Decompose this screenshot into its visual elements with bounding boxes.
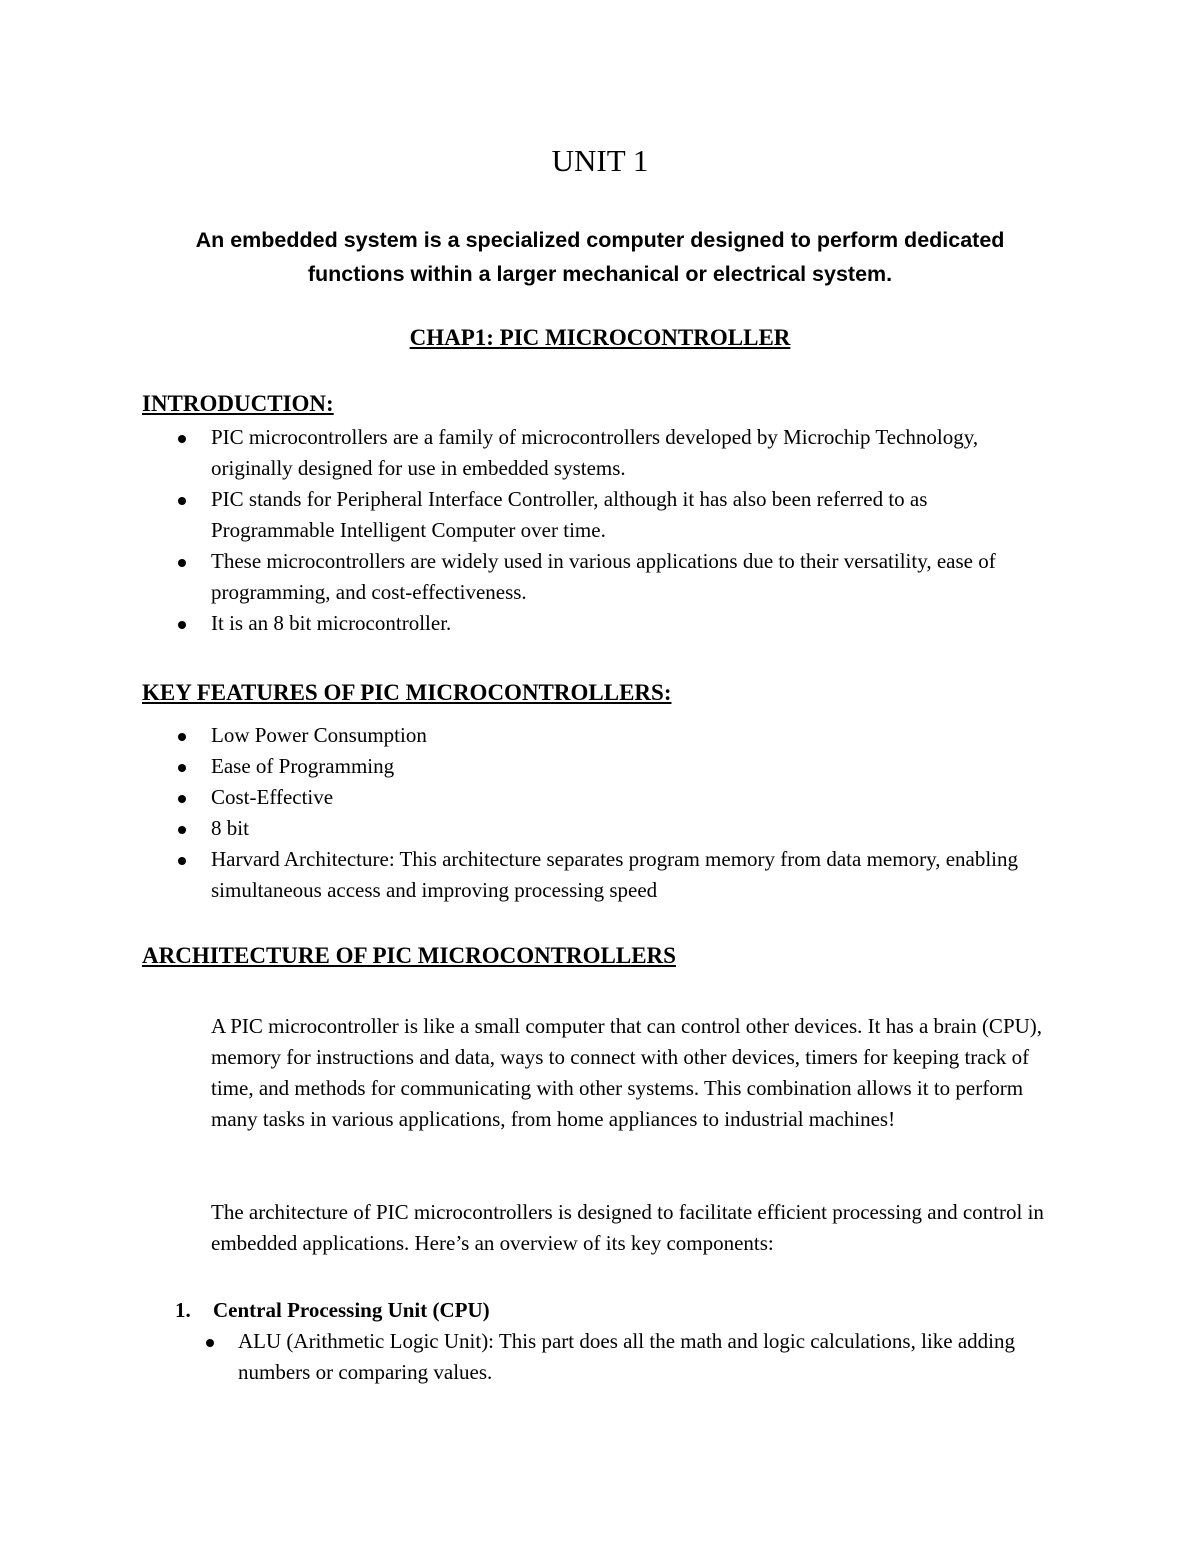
list-item — [0, 813, 1041, 844]
key-features-list — [0, 720, 1200, 906]
list-item — [0, 608, 1041, 639]
list-item-text: ALU (Arithmetic Logic Unit): This part does all the math and logic calculations, like adding numbers or comparing values. — [238, 1329, 1015, 1384]
bullet-icon — [178, 559, 186, 567]
architecture-paragraph-1: A PIC microcontroller is like a small computer that can control other devices. It has a brain (CPU), memory for instructions and data, ways to connect with other devices, timers for keeping track of time, and methods for communicating with other systems. This combination allows it to perform many tasks in various applications, from home appliances to industrial machines! — [211, 1014, 1043, 1131]
introduction-list — [0, 422, 1200, 639]
component-title-text: Central Processing Unit (CPU) — [213, 1298, 490, 1322]
list-item — [0, 782, 1041, 813]
bullet-icon — [178, 857, 186, 865]
list-item — [0, 751, 1041, 782]
bullet-icon — [178, 795, 186, 803]
component-number: 1. — [175, 1298, 191, 1322]
component-cpu-title — [175, 1295, 490, 1326]
list-item-text: Low Power Consumption — [211, 723, 427, 747]
key-features-heading: KEY FEATURES OF PIC MICROCONTROLLERS: — [142, 680, 672, 705]
list-item — [0, 546, 1041, 608]
bullet-icon — [178, 826, 186, 834]
list-item — [0, 422, 1041, 484]
bullet-icon — [178, 435, 186, 443]
architecture-paragraph-2: The architecture of PIC microcontrollers is designed to facilitate efficient processing and control in embedded applications. Here’s an overview of its key components: — [211, 1200, 1044, 1255]
list-item-text: PIC microcontrollers are a family of microcontrollers developed by Microchip Technology, originally designed for use in embedded systems. — [211, 425, 979, 480]
list-item-text: It is an 8 bit microcontroller. — [211, 611, 452, 635]
list-item — [0, 844, 1041, 906]
list-item — [0, 1326, 1058, 1388]
embedded-system-definition: An embedded system is a specialized computer designed to perform dedicated functions within a larger mechanical or electrical system. — [195, 228, 1005, 286]
list-item-text: Cost-Effective — [211, 785, 334, 809]
architecture-heading: ARCHITECTURE OF PIC MICROCONTROLLERS — [142, 943, 676, 968]
bullet-icon — [178, 621, 186, 629]
list-item-text: Harvard Architecture: This architecture separates program memory from data memory, enabling simultaneous access and improving processing speed — [211, 847, 1019, 902]
bullet-icon — [178, 733, 186, 741]
bullet-icon — [206, 1339, 214, 1347]
list-item — [0, 720, 1041, 751]
bullet-icon — [178, 764, 186, 772]
bullet-icon — [178, 497, 186, 505]
chapter-title: CHAP1: PIC MICROCONTROLLER — [409, 325, 791, 350]
cpu-sub-list — [0, 1326, 1200, 1388]
list-item-text: These microcontrollers are widely used in various applications due to their versatility, ease of programming, and cost-effectiveness. — [211, 549, 996, 604]
list-item-text: 8 bit — [211, 816, 249, 840]
list-item-text: Ease of Programming — [211, 754, 395, 778]
list-item-text: PIC stands for Peripheral Interface Controller, although it has also been referred to as Programmable Intelligent Computer over time. — [211, 487, 928, 542]
introduction-heading: INTRODUCTION: — [142, 391, 334, 416]
list-item — [0, 484, 1041, 546]
unit-title: UNIT 1 — [551, 143, 649, 178]
